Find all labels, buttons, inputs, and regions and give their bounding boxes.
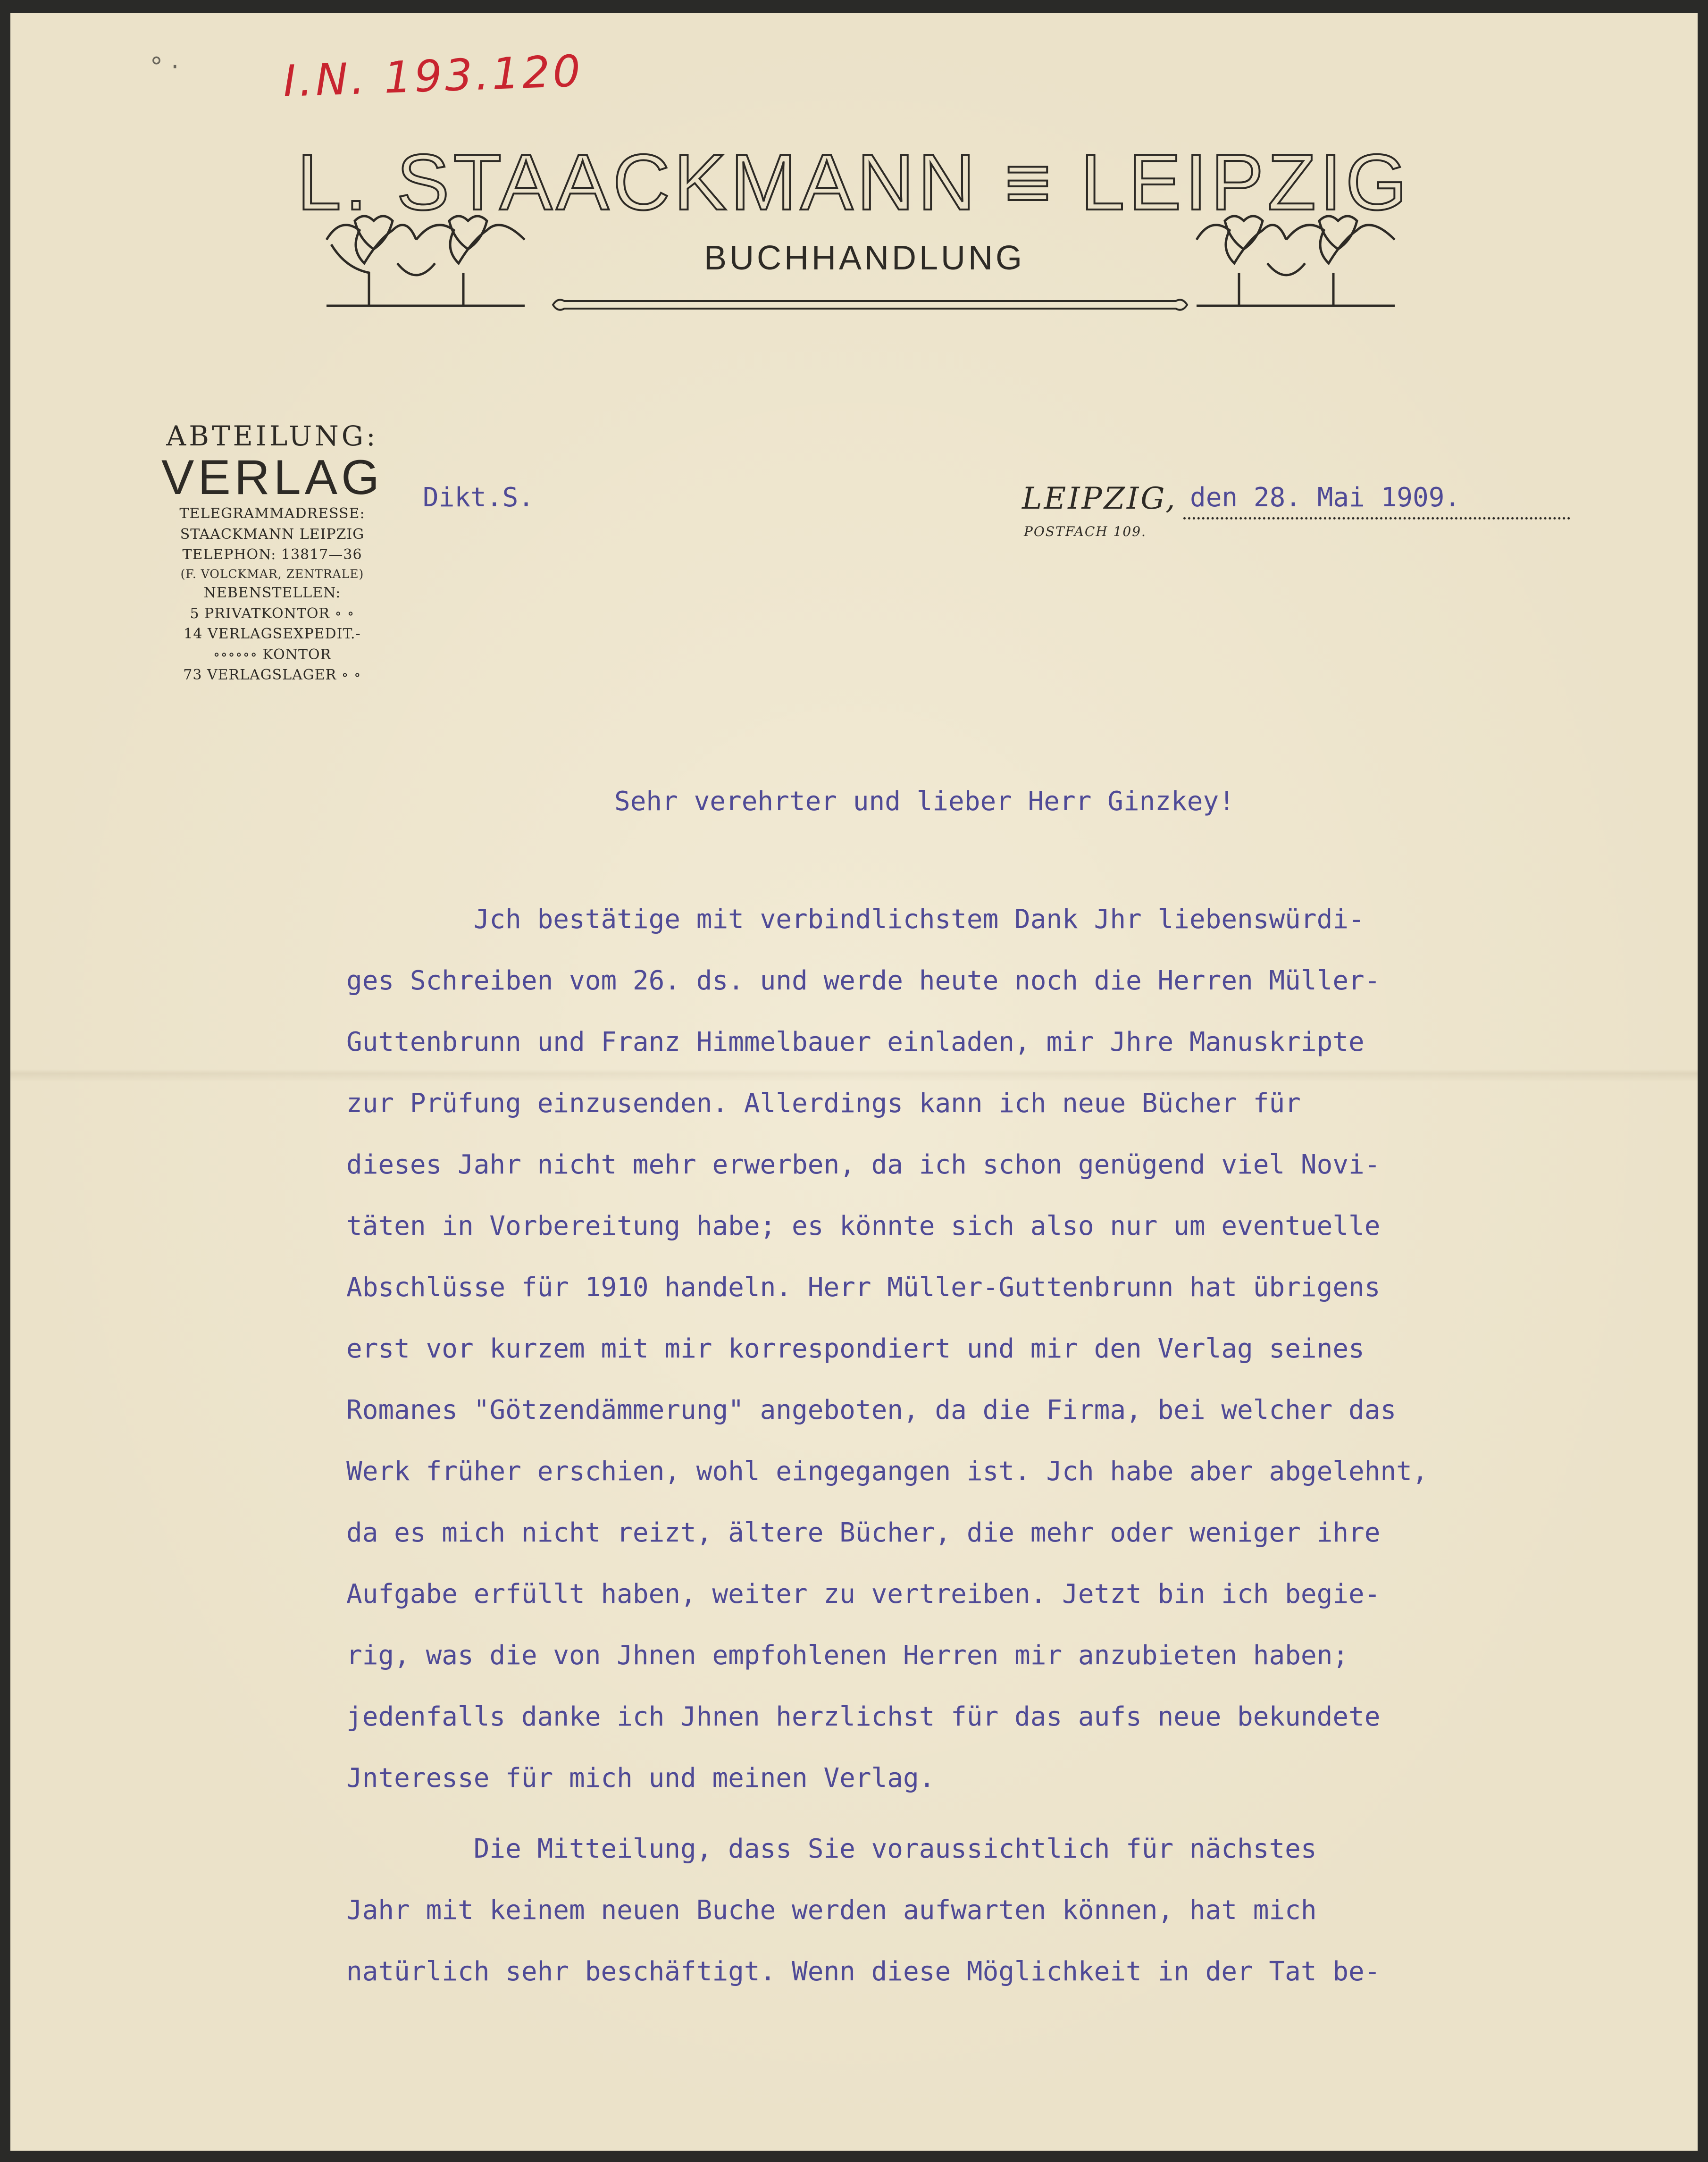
telegram-value: STAACKMANN LEIPZIG	[180, 526, 365, 543]
letter-sheet	[10, 13, 1698, 2151]
body-line: erst vor kurzem mit mir korrespondiert und mir den Verlag seines	[346, 1333, 1365, 1364]
dictation-reference: Dikt.S.	[423, 482, 535, 513]
body-line: täten in Vorbereitung habe; es könnte sich also nur um eventuelle	[346, 1211, 1381, 1241]
subtitle: BUCHHANDLUNG	[703, 239, 1025, 277]
extension-item: ∘∘∘∘∘∘ KONTOR	[213, 646, 332, 663]
body-line: rig, was die von Jhnen empfohlenen Herren mir anzubieten haben;	[346, 1640, 1349, 1671]
letterhead-rule	[548, 295, 1192, 313]
extension-item: 5 PRIVATKONTOR ∘ ∘	[190, 605, 355, 622]
extension-item: 73 VERLAGSLAGER ∘ ∘	[183, 667, 361, 684]
body-line: natürlich sehr beschäftigt. Wenn diese Möglichkeit in der Tat be-	[346, 1956, 1381, 1987]
body-line: zur Prüfung einzusenden. Allerdings kann ich neue Bücher für	[346, 1088, 1301, 1119]
department-label: ABTEILUNG:	[166, 420, 378, 452]
salutation: Sehr verehrter und lieber Herr Ginzkey!	[614, 786, 1235, 817]
company-name: L. STAACKMANN ≡ LEIPZIG	[297, 138, 1411, 226]
body-line: Jch bestätige mit verbindlichstem Dank Jhr liebenswürdi-	[346, 904, 1365, 935]
body-line: Aufgabe erfüllt haben, weiter zu vertreiben. Jetzt bin ich begie-	[346, 1579, 1381, 1609]
department-block	[161, 420, 383, 686]
body-line: Abschlüsse für 1910 handeln. Herr Müller-Guttenbrunn hat übrigens	[346, 1272, 1381, 1303]
date: den 28. Mai 1909.	[1190, 482, 1461, 513]
body-line: dieses Jahr nicht mehr erwerben, da ich schon genügend viel Novi-	[346, 1149, 1381, 1180]
pencil-mark: ° ·	[150, 52, 179, 82]
body-line: ges Schreiben vom 26. ds. und werde heute noch die Herren Müller-	[346, 965, 1381, 996]
department-name: VERLAG	[161, 450, 383, 505]
body-line: Werk früher erschien, wohl eingegangen ist. Jch habe aber abgelehnt,	[346, 1456, 1428, 1487]
right-ornament	[1192, 211, 1399, 320]
body-line: Romanes "Götzendämmerung" angeboten, da die Firma, bei welcher das	[346, 1395, 1397, 1425]
date-dotted-line	[1183, 517, 1570, 520]
body-line: Guttenbrunn und Franz Himmelbauer einladen, mir Jhre Manuskripte	[346, 1027, 1365, 1057]
extensions-label: NEBENSTELLEN:	[203, 585, 341, 602]
body-line: Jnteresse für mich und meinen Verlag.	[346, 1763, 935, 1793]
telegram-label: TELEGRAMMADRESSE:	[179, 505, 365, 522]
extension-item: 14 VERLAGSEXPEDIT.-	[184, 626, 361, 643]
archive-number: I.N. 193.120	[282, 45, 584, 107]
body-line: jedenfalls danke ich Jhnen herzlichst für das aufs neue bekundete	[346, 1701, 1381, 1732]
body-line: da es mich nicht reizt, ältere Bücher, die mehr oder weniger ihre	[346, 1517, 1381, 1548]
body-line: Jahr mit keinem neuen Buche werden aufwarten können, hat mich	[346, 1895, 1317, 1926]
left-ornament	[322, 211, 529, 320]
postfach: POSTFACH 109.	[1024, 524, 1147, 539]
telephone-note: (F. VOLCKMAR, ZENTRALE)	[180, 567, 364, 581]
telephone: TELEPHON: 13817—36	[182, 546, 362, 563]
body-line: Die Mitteilung, dass Sie voraussichtlich für nächstes	[346, 1834, 1317, 1864]
place: LEIPZIG,	[1022, 481, 1177, 516]
